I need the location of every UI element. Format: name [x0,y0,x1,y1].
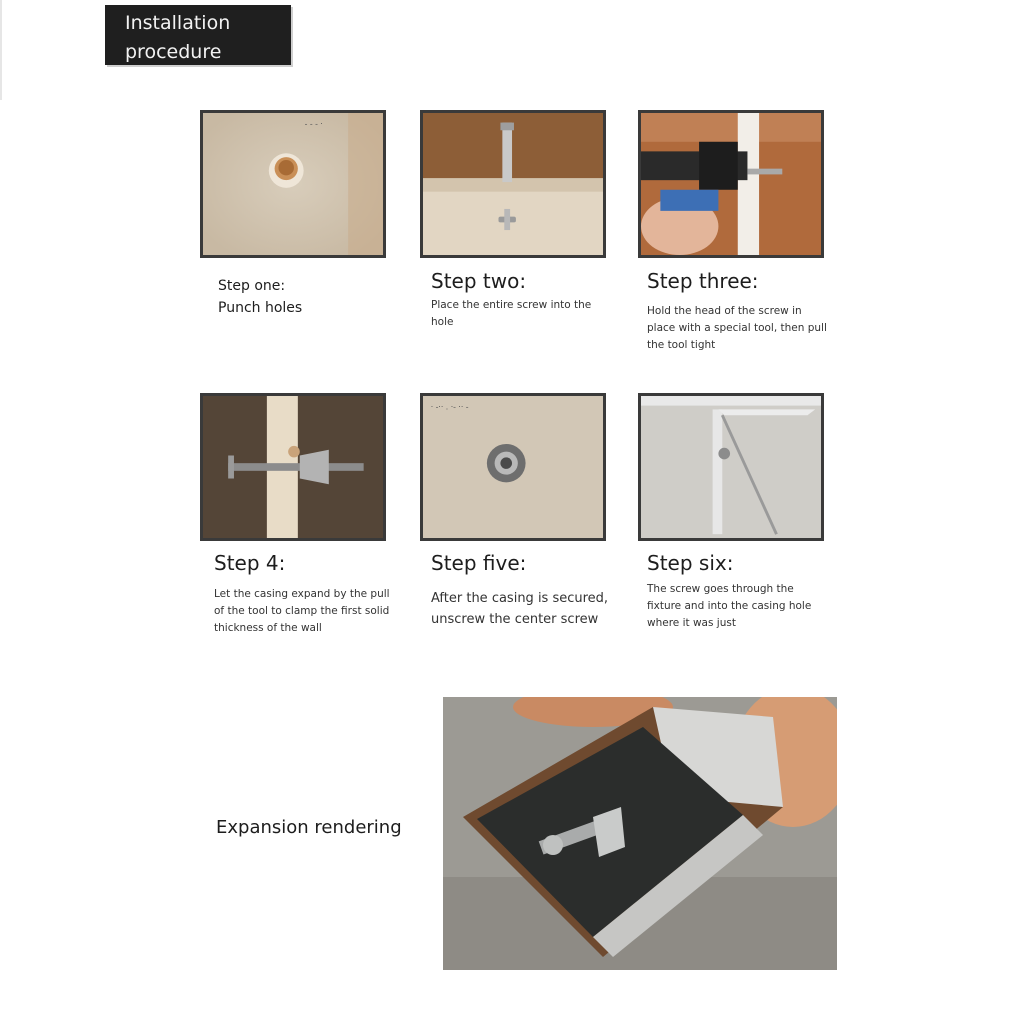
step-three-photo [638,110,824,258]
edge-mark [0,0,2,100]
step-three-description: Hold the head of the screw in place with a special tool, then pull the tool tight [647,305,827,351]
step-six-title: Step six: [647,551,734,575]
svg-text:· -·· . ·- ·· -: · -·· . ·- ·· - [430,402,469,412]
header-title-line1: Installation [125,12,231,34]
step-five-photo [420,393,606,541]
expansion-rendering-photo [443,697,837,970]
step-five-description: After the casing is secured, unscrew the center screw [431,591,609,627]
step-two-description: Place the entire screw into the hole [431,299,592,328]
step-one-title-line2: Punch holes [218,300,303,316]
step-three-title: Step three: [647,269,759,293]
step-five-title: Step five: [431,551,527,575]
step-one-title [218,275,302,319]
header-title [125,9,285,67]
step-two-photo [420,110,606,258]
step-one-title-line1: Step one: [218,278,286,294]
step-two-title: Step two: [431,269,527,293]
header-title-line2: procedure [125,41,222,63]
svg-text:- - - ·: - - - · [304,119,323,129]
step-four-title: Step 4: [214,551,286,575]
header-badge [105,5,291,65]
step-six-photo [638,393,824,541]
step-one-photo [200,110,386,258]
step-four-description: Let the casing expand by the pull of the tool to clamp the first solid thickness of the wall [214,588,390,634]
step-four-photo [200,393,386,541]
expansion-rendering-label: Expansion rendering [216,817,402,838]
step-six-description: The screw goes through the fixture and into the casing hole where it was just [647,583,812,629]
